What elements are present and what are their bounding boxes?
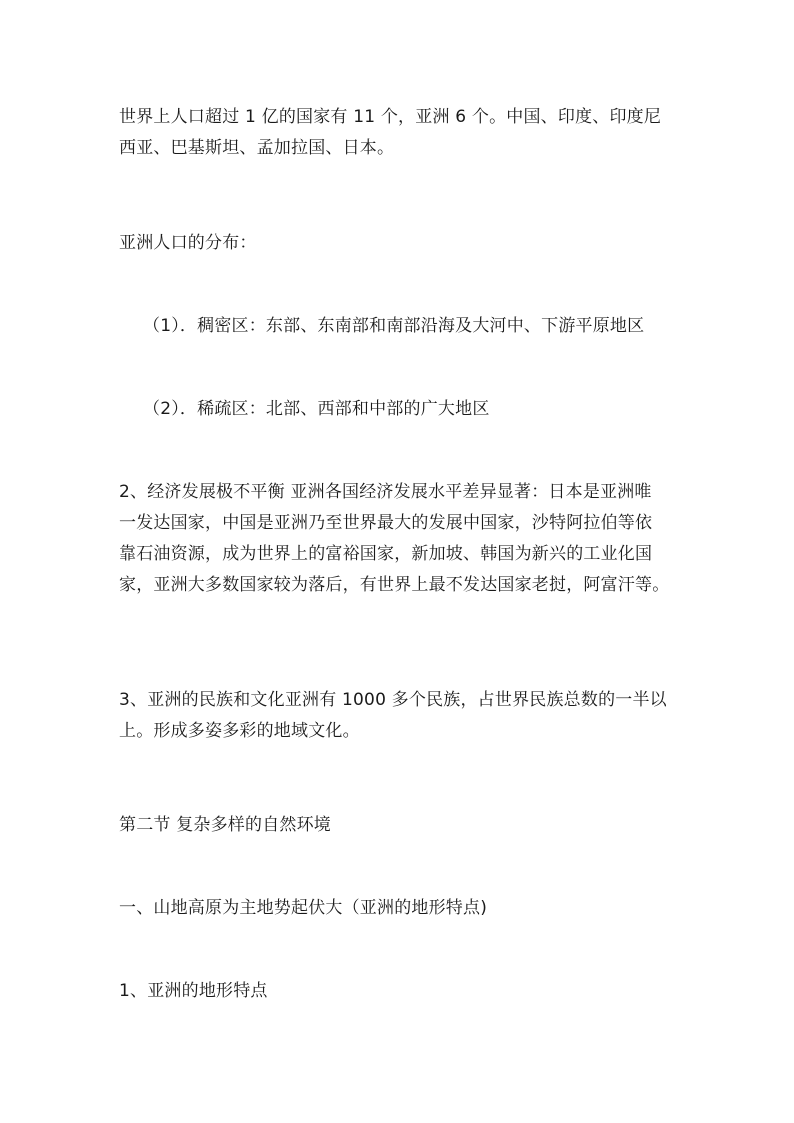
text-line: 家，亚洲大多数国家较为落后，有世界上最不发达国家老挝，阿富汗等。 bbox=[119, 575, 670, 595]
text-line: 3、亚洲的民族和文化亚洲有 1000 多个民族，占世界民族总数的一半以 bbox=[119, 690, 667, 710]
text-line: （2）．稀疏区：北部、西部和中部的广大地区 bbox=[143, 399, 490, 419]
paragraph-sparse-area bbox=[143, 394, 703, 425]
text-line: 第二节 复杂多样的自然环境 bbox=[119, 815, 332, 835]
paragraph-economic-development bbox=[119, 477, 679, 601]
text-line: （1）．稠密区：东部、东南部和南部沿海及大河中、下游平原地区 bbox=[143, 316, 645, 336]
text-line: 一发达国家，中国是亚洲乃至世界最大的发展中国家，沙特阿拉伯等依 bbox=[119, 513, 653, 533]
text-line: 一、山地高原为主地势起伏大（亚洲的地形特点) bbox=[119, 898, 488, 918]
paragraph-population-distribution-heading bbox=[119, 228, 679, 259]
text-line: 西亚、巴基斯坦、孟加拉国、日本。 bbox=[119, 138, 395, 158]
paragraph-dense-area bbox=[143, 311, 703, 342]
paragraph-population-over-100m bbox=[119, 102, 679, 164]
text-line: 2、经济发展极不平衡 亚洲各国经济发展水平差异显著：日本是亚洲唯 bbox=[119, 482, 652, 502]
text-line: 上。形成多姿多彩的地域文化。 bbox=[119, 721, 360, 741]
paragraph-ethnic-culture bbox=[119, 685, 679, 747]
item-heading bbox=[119, 976, 679, 1007]
text-line: 亚洲人口的分布： bbox=[119, 233, 257, 253]
text-line: 1、亚洲的地形特点 bbox=[119, 981, 268, 1001]
text-line: 世界上人口超过 1 亿的国家有 11 个，亚洲 6 个。中国、印度、印度尼 bbox=[119, 107, 662, 127]
section-heading bbox=[119, 810, 679, 841]
text-line: 靠石油资源，成为世界上的富裕国家，新加坡、韩国为新兴的工业化国 bbox=[119, 544, 653, 564]
subsection-heading bbox=[119, 893, 679, 924]
